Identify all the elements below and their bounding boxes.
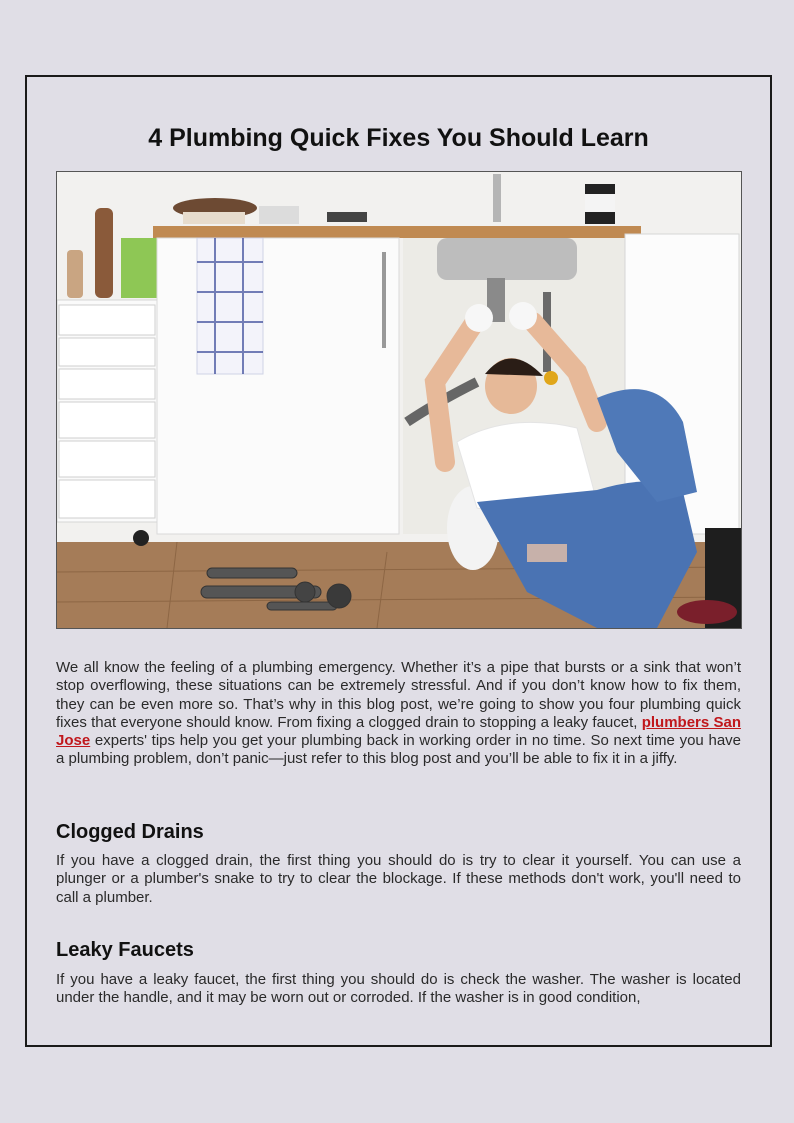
woman-fixing-sink-illustration <box>57 172 741 628</box>
section-heading-leaky-faucets: Leaky Faucets <box>56 939 194 961</box>
article-title: 4 Plumbing Quick Fixes You Should Learn <box>148 124 649 152</box>
intro-paragraph <box>56 659 741 769</box>
plumbers-san-jose-link[interactable]: plumbers San Jose <box>56 713 741 750</box>
section-text-leaky-faucets: If you have a leaky faucet, the first thing you should do is check the washer. The washer is located under the handle, and it may be worn out or corroded. If the washer is in good condition, <box>56 971 741 1007</box>
intro-text-after-link: experts' tips help you get your plumbing back in working order in no time. So next time you have a plumbing problem, don’t panic—just refer to this blog post and you’ll be able to fix it in a jiffy. <box>56 732 741 768</box>
document-page <box>25 75 772 1047</box>
section-text-clogged-drains: If you have a clogged drain, the first thing you should do is try to clear it yourself. You can use a plunger or a plumber's snake to try to clear the blockage. If these methods don't work, you'll need to call a plumber. <box>56 852 741 906</box>
hero-image <box>56 171 742 629</box>
section-heading-clogged-drains: Clogged Drains <box>56 821 204 843</box>
intro-text-before-link: We all know the feeling of a plumbing emergency. Whether it’s a pipe that bursts or a sink that won’t stop overflowing, these situations can be extremely stressful. And if you don’t know how to fix them, they can be even more so. That’s why in this blog post, we’re going to show you four plumbing quick fixes that everyone should know. From fixing a clogged drain to stopping a leaky faucet, <box>56 659 741 731</box>
